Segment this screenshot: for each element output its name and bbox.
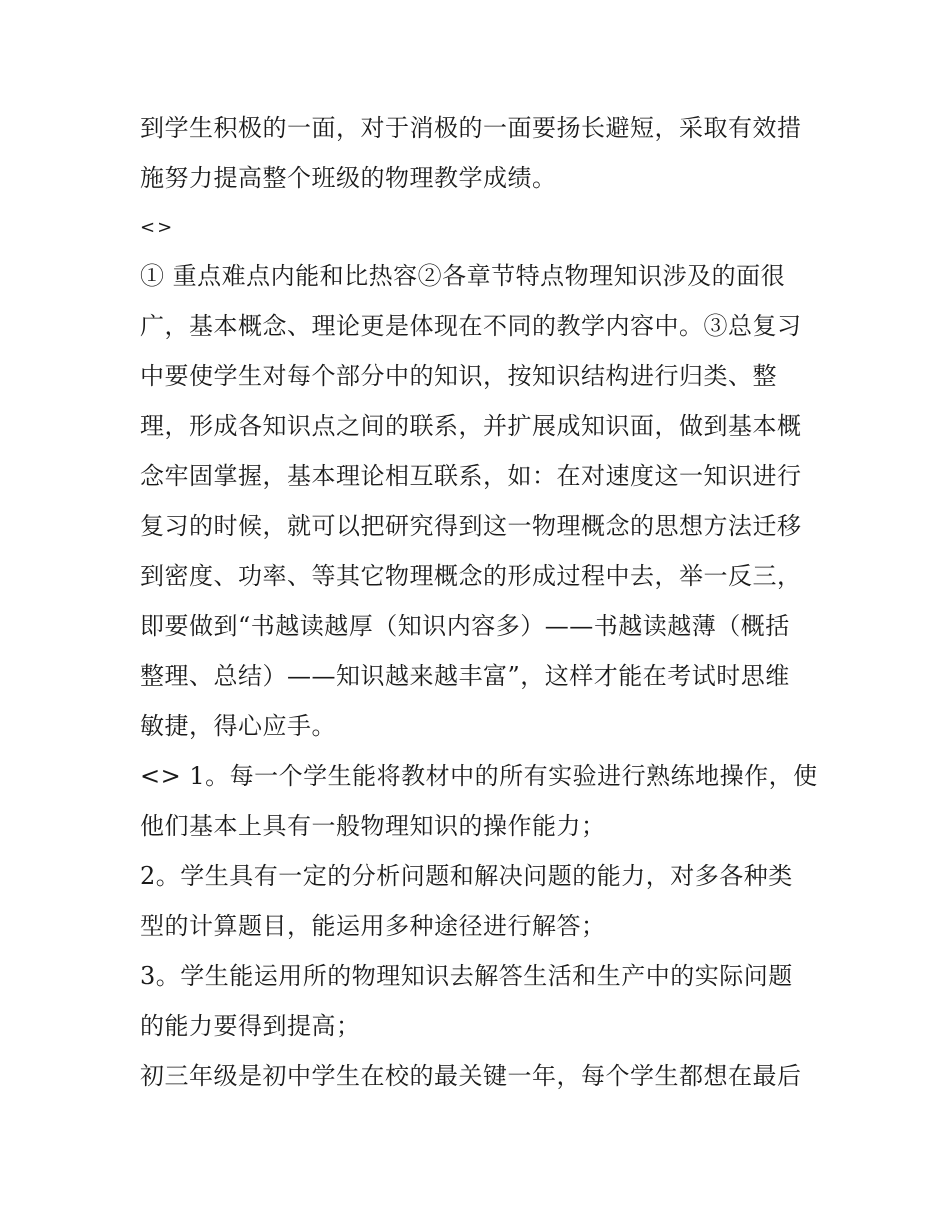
text-line: 到学生积极的一面，对于消极的一面要扬长避短，采取有效措 [140, 114, 802, 142]
text-line: 3。学生能运用所的物理知识去解答生活和生产中的实际问题 [140, 962, 793, 990]
text-line: 型的计算题目，能运用多种途径进行解答； [140, 912, 606, 940]
text-line: 的能力要得到提高； [140, 1012, 361, 1040]
text-line: 念牢固掌握，基本理论相互联系，如：在对速度这一知识进行 [140, 462, 802, 490]
section-marker: <> [140, 217, 175, 238]
text-line: 初三年级是初中学生在校的最关键一年，每个学生都想在最后 [140, 1062, 802, 1090]
text-line: 施努力提高整个班级的物理教学成绩。 [140, 164, 557, 192]
text-line: 理，形成各知识点之间的联系，并扩展成知识面，做到基本概 [140, 412, 802, 440]
text-line: 即要做到“书越读越厚（知识内容多）——书越读越薄（概括 [140, 612, 790, 640]
text-line: <> 1。每一个学生能将教材中的所有实验进行熟练地操作，使 [140, 762, 818, 790]
text-line: 到密度、功率、等其它物理概念的形成过程中去，举一反三， [140, 562, 802, 590]
text-line: 他们基本上具有一般物理知识的操作能力； [140, 812, 606, 840]
text-line: 整理、总结）——知识越来越丰富”，这样才能在考试时思维 [140, 662, 790, 690]
text-line: 复习的时候，就可以把研究得到这一物理概念的思想方法迁移 [140, 512, 802, 540]
text-line: ① 重点难点内能和比热容②各章节特点物理知识涉及的面很 [140, 262, 786, 290]
text-line: 2。学生具有一定的分析问题和解决问题的能力，对多各种类 [140, 862, 793, 890]
text-line: 广，基本概念、理论更是体现在不同的教学内容中。③总复习 [140, 312, 802, 340]
text-line: 中要使学生对每个部分中的知识，按知识结构进行归类、整 [140, 362, 777, 390]
text-line: 敏捷，得心应手。 [140, 712, 336, 740]
